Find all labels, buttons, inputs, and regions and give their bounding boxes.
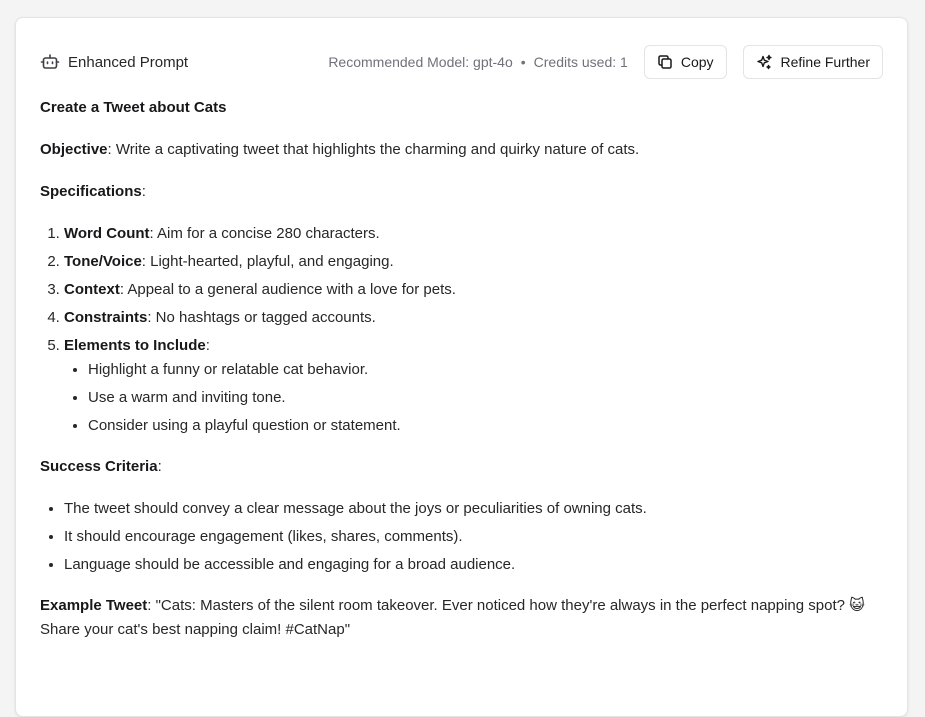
list-item: 1. Word Count: Aim for a concise 280 characters.	[64, 224, 880, 244]
list-item: 5. Elements to Include: • Highlight a funny or relatable cat behavior. • Use a warm and inviting tone. • Consider using a playful question or statement.	[64, 336, 880, 436]
list-item: • It should encourage engagement (likes, shares, comments).	[64, 527, 880, 547]
objective-text: : Write a captivating tweet that highlights the charming and quirky nature of cats.	[107, 141, 640, 158]
title-group	[40, 52, 188, 72]
list-item: 2. Tone/Voice: Light-hearted, playful, and engaging.	[64, 252, 880, 272]
prompt-meta	[328, 54, 628, 70]
example-tweet	[40, 594, 880, 642]
elements-list	[64, 360, 880, 436]
copy-icon	[657, 54, 673, 70]
success-criteria-list	[40, 499, 880, 575]
sparkle-icon	[756, 54, 773, 71]
card-header	[40, 44, 883, 80]
specifications-list	[40, 224, 880, 436]
list-item: • The tweet should convey a clear message about the joys or peculiarities of owning cats.	[64, 499, 880, 519]
specifications-heading: Specifications:	[40, 183, 146, 200]
card-title: Enhanced Prompt	[68, 53, 189, 71]
prompt-content	[40, 98, 880, 642]
copy-button[interactable]	[644, 45, 727, 79]
example-tweet-text: : "Cats: Masters of the silent room takeover. Ever noticed how they're always in the perfect napping spot? 😺 Share your cat's best napping claim! #CatNap"	[40, 597, 865, 638]
list-item: • Language should be accessible and engaging for a broad audience.	[64, 555, 880, 575]
objective	[40, 140, 880, 160]
copy-label: Copy	[680, 54, 714, 70]
list-item: • Highlight a funny or relatable cat behavior.	[88, 360, 880, 380]
list-item: 4. Constraints: No hashtags or tagged accounts.	[64, 308, 880, 328]
recommended-model: Recommended Model: gpt-4o	[328, 54, 513, 70]
list-item: • Consider using a playful question or statement.	[88, 416, 880, 436]
robot-icon	[40, 52, 60, 72]
credits-used: Credits used: 1	[533, 54, 628, 70]
prompt-heading: Create a Tweet about Cats	[40, 99, 227, 116]
example-tweet-label: Example Tweet	[40, 597, 148, 614]
list-item: 3. Context: Appeal to a general audience with a love for pets.	[64, 280, 880, 300]
enhanced-prompt-card	[15, 17, 908, 717]
meta-separator: •	[520, 54, 526, 70]
objective-label: Objective	[40, 141, 108, 158]
refine-further-label: Refine Further	[780, 54, 870, 70]
list-item: • Use a warm and inviting tone.	[88, 388, 880, 408]
success-criteria-heading: Success Criteria:	[40, 458, 162, 475]
refine-further-button[interactable]	[743, 45, 883, 79]
